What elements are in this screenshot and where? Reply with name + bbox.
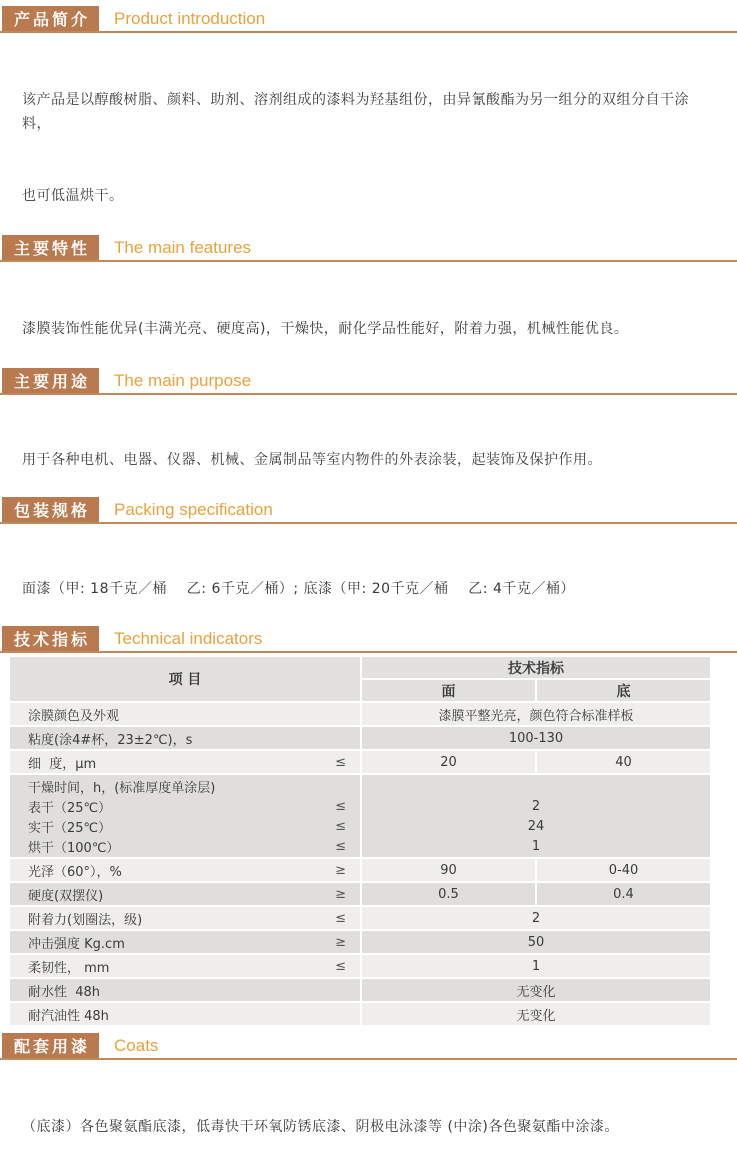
row-label: 实干（25℃）: [28, 820, 112, 836]
section-badge: 技术指标: [2, 626, 99, 651]
row-value-span: 1: [531, 838, 541, 854]
body-line: 面漆（甲: 18千克／桶 乙: 6千克／桶）; 底漆（甲: 20千克／桶 乙: 4千克／桶）: [22, 581, 575, 597]
row-symbol: ≥: [335, 934, 346, 950]
table-row: [10, 955, 710, 977]
row-label: 耐汽油性 48h: [28, 1008, 109, 1024]
section-title-en: The main purpose: [114, 370, 252, 390]
section-title-en: Technical indicators: [114, 628, 263, 648]
body-line: 漆膜装饰性能优异(丰满光亮、硬度高)，干燥快，耐化学品性能好，附着力强，机械性能优良。: [22, 321, 629, 337]
body-line: 该产品是以醇酸树脂、颜料、助剂、溶剂组成的漆料为羟基组份，由异氰酸酯为另一组分的双组分自干涂料，: [22, 92, 689, 132]
table-subheader-top: 面: [362, 680, 535, 701]
row-symbol: ≤: [335, 910, 346, 926]
section-badge: 产品简介: [2, 6, 99, 31]
section-head-coats: [0, 1033, 737, 1060]
row-symbol: ≥: [335, 886, 346, 902]
section-head-main-purpose: [0, 368, 737, 395]
row-value-span: 漆膜平整光亮，颜色符合标准样板: [362, 703, 710, 725]
table-subheader-bottom: 底: [537, 680, 710, 701]
row-symbol: ≤: [335, 754, 346, 770]
section-badge: 主要特性: [2, 235, 99, 260]
row-symbol: ≤: [335, 818, 346, 834]
row-value-span: 24: [527, 818, 545, 834]
row-symbol: ≤: [335, 798, 346, 814]
section-head-product-introduction: [0, 6, 737, 33]
row-label: 冲击强度 Kg.cm: [28, 936, 125, 952]
row-label: 表干（25℃）: [28, 800, 112, 816]
section-badge: 主要用途: [2, 368, 99, 393]
row-value-span: 无变化: [362, 1003, 710, 1025]
section-body-packing-specification: [0, 524, 737, 626]
table-row: [10, 883, 710, 905]
table-row: [10, 859, 710, 881]
section-title-en: Packing specification: [114, 499, 273, 519]
row-symbol: ≤: [335, 838, 346, 854]
table-row: [10, 703, 710, 725]
table-row: [10, 751, 710, 773]
table-header-group: 技术指标: [362, 657, 710, 678]
section-body-main-purpose: [0, 395, 737, 497]
row-value-span: 2: [531, 798, 541, 814]
section-head-packing-specification: [0, 497, 737, 524]
section-body-main-features: [0, 262, 737, 368]
section-head-technical-indicators: [0, 626, 737, 653]
row-label: 耐水性 48h: [28, 984, 101, 1000]
section-head-main-features: [0, 235, 737, 262]
table-row: [10, 931, 710, 953]
row-label: 光泽（60°），%: [28, 864, 122, 880]
spec-table: [10, 657, 710, 1025]
row-label: 烘干（100℃）: [28, 840, 120, 856]
table-row: [10, 727, 710, 749]
table-row: [10, 1003, 710, 1025]
row-symbol: ≥: [335, 862, 346, 878]
row-label: 细 度，μm: [28, 756, 97, 772]
section-badge: 包装规格: [2, 497, 99, 522]
row-label: 粘度(涂4#杯，23±2℃)，s: [28, 732, 193, 748]
row-label: 附着力(划圈法，级): [28, 912, 143, 928]
row-value-span: 1: [362, 955, 710, 977]
row-symbol: ≤: [335, 958, 346, 974]
row-value-span: 50: [362, 931, 710, 953]
section-badge: 配套用漆: [2, 1033, 99, 1058]
row-value-top: 90: [362, 859, 535, 881]
table-row: [10, 907, 710, 929]
row-value-span: 2: [362, 907, 710, 929]
table-row: [10, 979, 710, 1001]
table-header-item: 项 目: [10, 657, 360, 701]
spec-table-header: [10, 657, 710, 701]
section-body-product-introduction: [0, 33, 737, 235]
section-title-en: The main features: [114, 237, 252, 257]
row-value-span: 无变化: [362, 979, 710, 1001]
table-row-drying-time: [10, 775, 710, 857]
row-value-top: 20: [362, 751, 535, 773]
body-line: 也可低温烘干。: [22, 188, 124, 204]
row-label: 柔韧性， mm: [28, 960, 110, 976]
body-line: （底漆）各色聚氨酯底漆，低毒快干环氧防锈底漆、阴极电泳漆等 (中涂)各色聚氨酯中涂漆。: [22, 1119, 619, 1135]
section-title-en: Coats: [114, 1035, 159, 1055]
row-value-bottom: 40: [537, 751, 710, 773]
row-label: 干燥时间，h，(标准厚度单涂层): [28, 780, 216, 796]
row-value-span: 100-130: [362, 727, 710, 749]
row-label: 硬度(双摆仪): [28, 888, 104, 904]
row-value-top: 0.5: [362, 883, 535, 905]
row-label: 涂膜颜色及外观: [28, 708, 120, 724]
row-value-bottom: 0-40: [537, 859, 710, 881]
body-line: 用于各种电机、电器、仪器、机械、金属制品等室内物件的外表涂装，起装饰及保护作用。: [22, 452, 602, 468]
section-body-coats: [0, 1060, 737, 1166]
section-title-en: Product introduction: [114, 8, 266, 28]
row-value-bottom: 0.4: [537, 883, 710, 905]
